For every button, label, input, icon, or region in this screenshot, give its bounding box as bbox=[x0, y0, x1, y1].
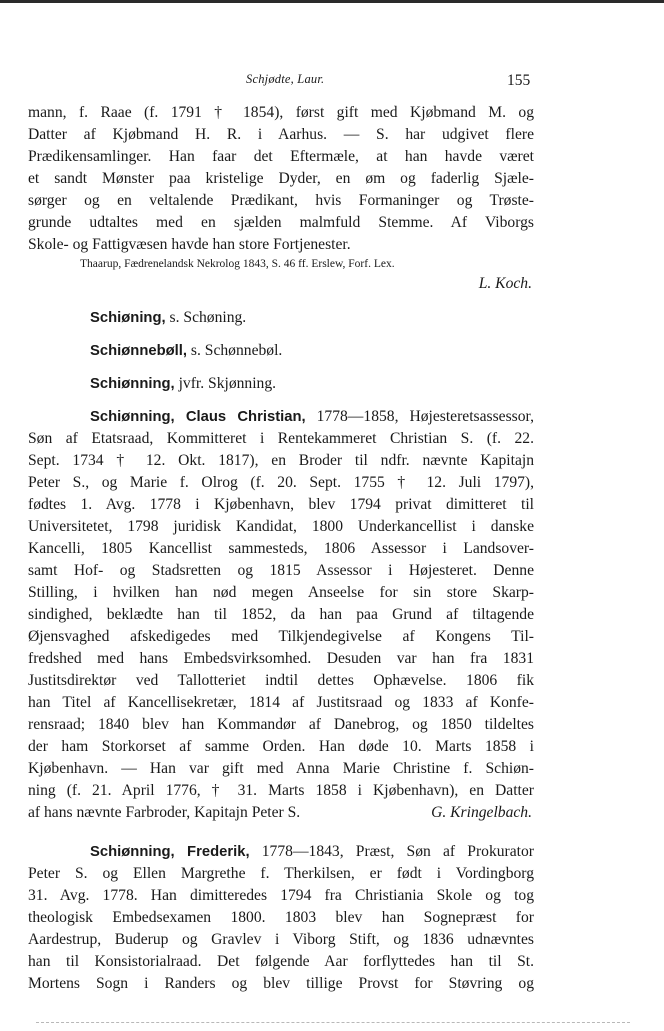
text-line: sindighed, beklædte han til 1852, da han paa Grund af tiltagende bbox=[28, 606, 534, 623]
text-fragment: af hans nævnte Farbroder, Kapitajn Peter S. bbox=[28, 804, 301, 821]
cross-reference-entry bbox=[28, 307, 534, 329]
text-line: Sept. 1734 † 12. Okt. 1817), en Broder til ndfr. nævnte Kapitajn bbox=[28, 452, 534, 469]
page-number: 155 bbox=[507, 72, 531, 89]
text-line: Skole- og Fattigvæsen havde han store Fortjenester. bbox=[28, 236, 351, 253]
cross-reference-text: s. Schøning. bbox=[169, 309, 247, 326]
cross-reference-entry bbox=[28, 373, 534, 395]
page-top-rule bbox=[0, 0, 664, 3]
author-signature: G. Kringelbach. bbox=[431, 804, 532, 821]
entry-lemma: Schiønning, Claus Christian, bbox=[90, 409, 306, 425]
text-line: Mortens Sogn i Randers og blev tillige Provst for Støvring og bbox=[28, 975, 534, 992]
text-fragment: 1778—1858, Højesteretsassessor, bbox=[316, 408, 534, 425]
text-line: han til Konsistorialraad. Det følgende Aar forflyttedes han til St. bbox=[28, 953, 534, 970]
entry-last-line bbox=[28, 802, 534, 824]
text-fragment: 1778—1843, Præst, Søn af Prokurator bbox=[261, 843, 534, 860]
text-line: Peter S. og Ellen Margrethe f. Therkilsen, er født i Vordingborg bbox=[28, 865, 534, 882]
text-line: ning (f. 21. April 1776, † 31. Marts 1858 i Kjøbenhavn), en Datter bbox=[28, 782, 534, 799]
text-line: fredshed med hans Embedsvirksomhed. Desuden var han fra 1831 bbox=[28, 650, 534, 667]
text-line: Stilling, i hvilken han nød megen Anseelse for sin store Skarp- bbox=[28, 584, 534, 601]
text-line: Kjøbenhavn. — Han var gift med Anna Marie Christine f. Schiøn- bbox=[28, 760, 534, 777]
text-line: et sandt Mønster paa kristelige Dyder, en øm og faderlig Sjæle- bbox=[28, 170, 534, 187]
page-bottom-rule bbox=[36, 1022, 630, 1023]
running-title: Schjødte, Laur. bbox=[246, 72, 325, 86]
entry-first-line bbox=[28, 841, 534, 863]
text-line: rensraad; 1840 blev han Kommandør af Danebrog, og 1850 tildeltes bbox=[28, 716, 534, 733]
text-line: Datter af Kjøbmand H. R. i Aarhus. — S. har udgivet flere bbox=[28, 126, 534, 143]
text-line: Aardestrup, Buderup og Gravlev i Viborg Stift, og 1836 udnævntes bbox=[28, 931, 534, 948]
entry-continuation bbox=[28, 102, 534, 296]
entry-claus-christian bbox=[28, 406, 534, 824]
text-line: Kancelli, 1805 Kancellist sammesteds, 1806 Assessor i Landsover- bbox=[28, 540, 534, 557]
text-line: Øjensvaghed afskedigedes med Tilkjendegivelse af Kongens Til- bbox=[28, 628, 534, 645]
entry-first-line bbox=[28, 406, 534, 428]
cross-reference-text: jvfr. Skjønning. bbox=[178, 375, 277, 392]
text-line: grunde udtaltes med en sjælden malmfuld Stemme. Af Viborgs bbox=[28, 214, 534, 231]
entry-lemma: Schiøning, bbox=[90, 310, 166, 326]
page-header bbox=[0, 68, 664, 92]
cross-reference-text: s. Schønnebøl. bbox=[190, 342, 283, 359]
text-line: Justitsdirektør ved Tallotteriet indtil dettes Ophævelse. 1806 fik bbox=[28, 672, 534, 689]
page-body bbox=[28, 102, 534, 995]
entry-frederik bbox=[28, 841, 534, 995]
entry-lemma: Schiønning, bbox=[90, 376, 175, 392]
text-line: Prædikensamlinger. Han faar det Eftermæle, at han havde været bbox=[28, 148, 534, 165]
text-line: han Titel af Kancellisekretær, 1814 af Justitsraad og 1833 af Konfe- bbox=[28, 694, 534, 711]
entry-lemma: Schiønnebøll, bbox=[90, 343, 188, 359]
text-line: Peter S., og Marie f. Olrog (f. 20. Sept. 1755 † 12. Juli 1797), bbox=[28, 474, 534, 491]
text-line: mann, f. Raae (f. 1791 † 1854), først gift med Kjøbmand M. og bbox=[28, 104, 534, 121]
text-line: 31. Avg. 1778. Han dimitteredes 1794 fra Christiania Skole og tog bbox=[28, 887, 534, 904]
text-line: Universitetet, 1798 juridisk Kandidat, 1800 Underkancellist i danske bbox=[28, 518, 534, 535]
text-line: theologisk Embedsexamen 1800. 1803 blev han Sognepræst for bbox=[28, 909, 534, 926]
text-line: samt Hof- og Stadsretten og 1815 Assessor i Højesteret. Denne bbox=[28, 562, 534, 579]
text-line: der ham Storkorset af samme Orden. Han døde 10. Marts 1858 i bbox=[28, 738, 534, 755]
text-line: sørger og en veltalende Prædikant, hvis Formaninger og Trøste- bbox=[28, 192, 534, 209]
text-line: fødtes 1. Avg. 1778 i Kjøbenhavn, blev 1794 privat dimitteret til bbox=[28, 496, 534, 513]
author-signature: L. Koch. bbox=[478, 275, 532, 292]
cross-reference-entry bbox=[28, 340, 534, 362]
entry-lemma: Schiønning, Frederik, bbox=[90, 844, 250, 860]
bibliographic-reference: Thaarup, Fædrenelandsk Nekrolog 1843, S. 46 ff. Erslew, Forf. Lex. bbox=[80, 258, 395, 270]
text-line: Søn af Etatsraad, Kommitteret i Rentekammeret Christian S. (f. 22. bbox=[28, 430, 534, 447]
